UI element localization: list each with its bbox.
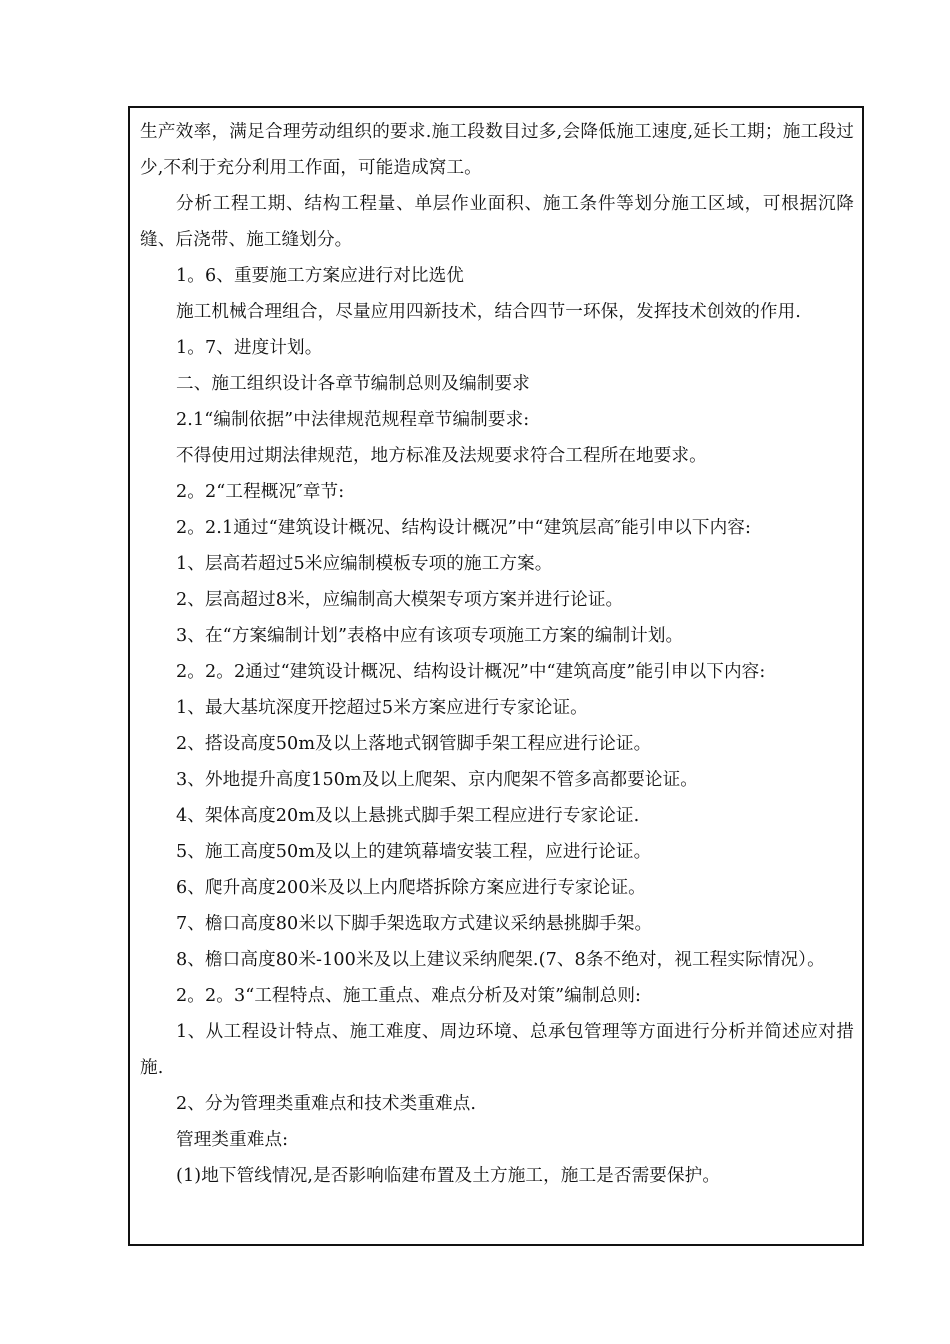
paragraph: 1、层高若超过5米应编制模板专项的施工方案。	[176, 554, 553, 574]
paragraph: 3、外地提升高度150m及以上爬架、京内爬架不管多高都要论证。	[176, 770, 698, 790]
paragraph: 6、爬升高度200米及以上内爬塔拆除方案应进行专家论证。	[176, 878, 646, 898]
paragraph: 1。6、重要施工方案应进行对比选优	[176, 266, 464, 286]
paragraph: 2。2。3“工程特点、施工重点、难点分析及对策”编制总则:	[176, 986, 642, 1006]
paragraph: 3、在“方案编制计划”表格中应有该项专项施工方案的编制计划。	[176, 626, 684, 646]
paragraph: 2。2“工程概况″章节:	[176, 482, 345, 502]
paragraph: (1)地下管线情况,是否影响临建布置及土方施工，施工是否需要保护。	[176, 1166, 721, 1186]
document-body	[140, 114, 854, 1194]
paragraph: 5、施工高度50m及以上的建筑幕墙安装工程，应进行论证。	[176, 842, 652, 862]
paragraph: 管理类重难点:	[176, 1130, 289, 1150]
paragraph: 生产效率，满足合理劳动组织的要求.施工段数目过多,会降低施工速度,延长工期；施工段过少,不利于充分利用工作面，可能造成窝工。	[140, 122, 854, 178]
paragraph: 1、最大基坑深度开挖超过5米方案应进行专家论证。	[176, 698, 588, 718]
paragraph: 2.1“编制依据”中法律规范规程章节编制要求:	[176, 410, 530, 430]
document-frame	[128, 106, 864, 1246]
paragraph: 不得使用过期法律规范，地方标准及法规要求符合工程所在地要求。	[176, 446, 707, 466]
paragraph: 分析工程工期、结构工程量、单层作业面积、施工条件等划分施工区域，可根据沉降缝、后浇带、施工缝划分。	[140, 194, 854, 250]
paragraph: 2、分为管理类重难点和技术类重难点.	[176, 1094, 477, 1114]
paragraph: 二、施工组织设计各章节编制总则及编制要求	[176, 374, 530, 394]
paragraph: 4、架体高度20m及以上悬挑式脚手架工程应进行专家论证.	[176, 806, 640, 826]
paragraph: 1、从工程设计特点、施工难度、周边环境、总承包管理等方面进行分析并简述应对措施.	[140, 1022, 854, 1078]
paragraph: 2。2。2通过“建筑设计概况、结构设计概况”中“建筑高度”能引申以下内容:	[176, 662, 766, 682]
paragraph: 1。7、进度计划。	[176, 338, 323, 358]
paragraph: 7、檐口高度80米以下脚手架选取方式建议采纳悬挑脚手架。	[176, 914, 653, 934]
paragraph: 2、搭设高度50m及以上落地式钢管脚手架工程应进行论证。	[176, 734, 652, 754]
paragraph: 施工机械合理组合，尽量应用四新技术，结合四节一环保，发挥技术创效的作用.	[176, 302, 801, 322]
paragraph: 2、层高超过8米，应编制高大模架专项方案并进行论证。	[176, 590, 624, 610]
paragraph: 2。2.1通过“建筑设计概况、结构设计概况”中“建筑层高″能引申以下内容:	[176, 518, 751, 538]
paragraph: 8、檐口高度80米-100米及以上建议采纳爬架.(7、8条不绝对，视工程实际情况）。	[176, 950, 825, 970]
